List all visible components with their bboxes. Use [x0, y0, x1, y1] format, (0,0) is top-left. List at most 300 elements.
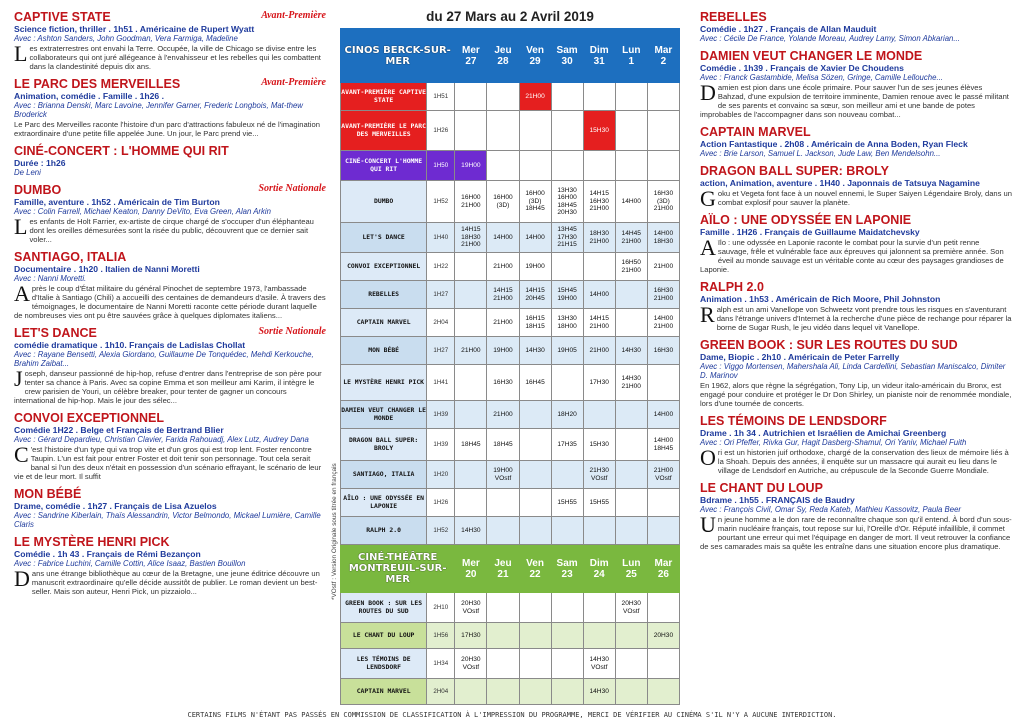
- film-title: LET'S DANCE: [14, 326, 97, 340]
- showtime-cell: [551, 111, 583, 151]
- film-entry: [700, 10, 1012, 43]
- drop-cap: D: [700, 80, 716, 105]
- schedule-duration: 1H26: [427, 111, 455, 151]
- cinema-header-row: [341, 29, 680, 83]
- day-number: 27: [465, 55, 477, 67]
- schedule-film-name: GREEN BOOK : SUR LES ROUTES DU SUD: [341, 593, 427, 623]
- showtime-cell: [583, 593, 615, 623]
- release-badge: Sortie Nationale: [258, 183, 326, 194]
- day-name: Mer: [461, 44, 480, 56]
- showtime-cell: 16H30: [487, 365, 519, 401]
- schedule-film-name: CAPTAIN MARVEL: [341, 679, 427, 705]
- film-entry: [14, 535, 326, 596]
- showtime-cell: [519, 461, 551, 489]
- showtime-cell: [647, 649, 679, 679]
- schedule-table: [340, 28, 680, 705]
- showtime-cell: [487, 83, 519, 111]
- showtime-cell: [519, 679, 551, 705]
- film-entry: [700, 338, 1012, 408]
- film-synopsis: [14, 214, 326, 244]
- film-synopsis: [700, 445, 1012, 475]
- showtime-cell: 15H30: [583, 429, 615, 461]
- showtime-cell: [647, 151, 679, 181]
- day-header: [487, 545, 519, 593]
- day-name: Lun: [622, 44, 641, 56]
- film-synopsis: [14, 281, 326, 320]
- release-badge: Avant-Première: [261, 10, 326, 21]
- showtime-cell: 19H00: [519, 253, 551, 281]
- film-cast: De Leni: [14, 168, 41, 177]
- schedule-row: [341, 111, 680, 151]
- schedule-row: [341, 281, 680, 309]
- drop-cap: R: [700, 302, 715, 327]
- schedule-film-name: RALPH 2.0: [341, 517, 427, 545]
- day-name: Jeu: [494, 44, 512, 56]
- drop-cap: L: [14, 214, 28, 239]
- showtime-cell: 14H15 18H30 21H00: [455, 223, 487, 253]
- film-meta: Drame . 1h 34 . Autrichien et Israélien de Amichai Greenberg: [700, 428, 947, 438]
- day-number: 1: [628, 55, 635, 67]
- showtime-cell: [615, 489, 647, 517]
- showtime-cell: [455, 461, 487, 489]
- film-entry: [700, 125, 1012, 158]
- showtime-cell: [615, 309, 647, 337]
- drop-cap: U: [700, 512, 716, 537]
- showtime-cell: 21H00 VOstf: [647, 461, 679, 489]
- day-header: [551, 29, 583, 83]
- day-header: [647, 545, 679, 593]
- film-meta: Animation . 1h53 . Américain de Rich Moore, Phil Johnston: [700, 294, 941, 304]
- film-cast: Avec : Cécile De France, Yolande Moreau, Audrey Lamy, Simon Abkarian...: [700, 34, 960, 43]
- day-name: Ven: [526, 44, 544, 56]
- schedule-duration: 1H39: [427, 429, 455, 461]
- schedule-film-name: LE CHANT DU LOUP: [341, 623, 427, 649]
- film-synopsis: [700, 186, 1012, 211]
- footer-notice: CERTAINS FILMS N'ÉTANT PAS PASSÉS EN COMMISSION DE CLASSIFICATION À L'IMPRESSION DU PROGRAMME, MERCI DE VÉRIFIER AU CINÉMA S'IL N'Y A AUCUNE INTERDICTION.: [187, 711, 837, 719]
- showtime-cell: [647, 517, 679, 545]
- schedule-duration: 1H34: [427, 649, 455, 679]
- day-header: [455, 545, 487, 593]
- showtime-cell: 13H30 16H00 18H45 20H30: [551, 181, 583, 223]
- cinema-name: CINÉ-THÉÂTRE MONTREUIL-SUR-MER: [341, 545, 455, 593]
- schedule-film-name: LE MYSTÈRE HENRI PICK: [341, 365, 427, 401]
- film-synopsis: [14, 366, 326, 405]
- schedule-row: [341, 593, 680, 623]
- synopsis-text: ri est un historien juif orthodoxe, chargé de la conservation des lieux de mémoire liés à la Shoah. Depuis des années, il enquête sur un massacre qui aurait eu lieu dans le village de Lendsdorf en Autriche, au crépuscule de la Seconde Guerre Mondiale.: [717, 448, 1009, 475]
- film-title: DAMIEN VEUT CHANGER LE MONDE: [700, 49, 923, 63]
- showtime-cell: 16H00 (3D): [487, 181, 519, 223]
- film-meta: action, Animation, aventure . 1H40 . Japonnais de Tatsuya Nagamine: [700, 178, 980, 188]
- showtime-cell: 18H45: [487, 429, 519, 461]
- showtime-cell: 14H00 18H45: [647, 429, 679, 461]
- showtime-cell: [455, 401, 487, 429]
- showtime-cell: 18H30 21H00: [583, 223, 615, 253]
- synopsis-text: amien est pion dans une école primaire. Pour sauver l'un de ses jeunes élèves Bahzad, d'une expulsion de territoire imminente, Damien renoue avec le passé militant de ses parents et convainc sa sœur, son meilleur ami et une bande de potes improbables de l'accompagner dans son nouveau combat...: [700, 83, 1009, 119]
- film-entry: [700, 213, 1012, 274]
- schedule-duration: 1H22: [427, 253, 455, 281]
- showtime-cell: 21H30 VOstf: [583, 461, 615, 489]
- showtime-cell: 20H30: [647, 623, 679, 649]
- showtime-cell: [551, 649, 583, 679]
- showtime-cell: 14H15 16H30 21H00: [583, 181, 615, 223]
- drop-cap: C: [14, 442, 29, 467]
- day-name: Mar: [654, 44, 673, 56]
- schedule-duration: 1H26: [427, 489, 455, 517]
- film-title: CONVOI EXCEPTIONNEL: [14, 411, 165, 425]
- schedule-row: [341, 83, 680, 111]
- film-synopsis: [14, 566, 326, 596]
- film-entry: [14, 144, 326, 177]
- schedule-duration: 1H27: [427, 281, 455, 309]
- film-title: LES TÉMOINS DE LENDSDORF: [700, 414, 887, 428]
- film-cast: Avec : Nanni Moretti.: [14, 274, 87, 283]
- film-synopsis: [700, 235, 1012, 274]
- showtime-cell: [647, 593, 679, 623]
- schedule-row: [341, 461, 680, 489]
- showtime-cell: 20H30 VOstf: [455, 649, 487, 679]
- showtime-cell: 16H30 (3D) 21H00: [647, 181, 679, 223]
- showtime-cell: [583, 83, 615, 111]
- film-synopsis: [700, 381, 1012, 408]
- film-cast: Avec : Brie Larson, Samuel L. Jackson, Jude Law, Ben Mendelsohn...: [700, 149, 941, 158]
- showtime-cell: 18H45: [455, 429, 487, 461]
- showtime-cell: [647, 83, 679, 111]
- showtime-cell: 14H45 21H00: [615, 223, 647, 253]
- film-title: AÏLO : UNE ODYSSÉE EN LAPONIE: [700, 213, 912, 227]
- showtime-cell: [487, 151, 519, 181]
- showtime-cell: [615, 281, 647, 309]
- showtime-cell: [615, 151, 647, 181]
- showtime-cell: 16H50 21H00: [615, 253, 647, 281]
- schedule-row: [341, 429, 680, 461]
- showtime-cell: 14H15 20H45: [519, 281, 551, 309]
- schedule-duration: 1H20: [427, 461, 455, 489]
- day-number: 26: [657, 568, 669, 580]
- drop-cap: J: [14, 366, 23, 391]
- film-entry: [14, 326, 326, 405]
- schedule-duration: 2H10: [427, 593, 455, 623]
- day-header: [519, 545, 551, 593]
- film-cast: Avec : Colin Farrell, Michael Keaton, Danny DeVito, Eva Green, Alan Arkin: [14, 207, 271, 216]
- day-number: 31: [593, 55, 605, 67]
- day-header: [455, 29, 487, 83]
- day-name: Dim: [589, 44, 609, 56]
- synopsis-text: ïlo : une odyssée en Laponie raconte le combat pour la survie d'un petit renne sauvage, frêle et vulnérable face aux épreuves qui jalonnent sa première année. Son éveil au monde sauvage est un véritable conte au cœur des paysages grandioses de Laponie.: [700, 238, 1004, 274]
- drop-cap: A: [700, 235, 716, 260]
- film-cast: Avec : Gérard Depardieu, Christian Clavier, Farida Rahouadj, Alex Lutz, Audrey Dana: [14, 435, 309, 444]
- film-title: SANTIAGO, ITALIA: [14, 250, 127, 264]
- showtime-cell: [551, 461, 583, 489]
- schedule-film-name: REBELLES: [341, 281, 427, 309]
- film-entry: [700, 49, 1012, 119]
- showtime-cell: 14H30 VOstf: [583, 649, 615, 679]
- film-synopsis: [14, 442, 326, 481]
- showtime-cell: [487, 649, 519, 679]
- day-name: Mar: [654, 557, 673, 569]
- showtime-cell: 14H00: [583, 281, 615, 309]
- showtime-cell: 21H00: [487, 253, 519, 281]
- film-meta: Science fiction, thriller . 1h51 . Américaine de Rupert Wyatt: [14, 24, 255, 34]
- showtime-cell: 14H30: [615, 337, 647, 365]
- film-meta: Bdrame . 1h55 . FRANÇAIS de Baudry: [700, 495, 855, 505]
- showtime-cell: 14H30: [455, 517, 487, 545]
- showtime-cell: 19H00 VOstf: [487, 461, 519, 489]
- showtime-cell: [551, 83, 583, 111]
- showtime-cell: [519, 489, 551, 517]
- film-title: LE MYSTÈRE HENRI PICK: [14, 535, 170, 549]
- showtime-cell: [455, 253, 487, 281]
- schedule-duration: 1H51: [427, 83, 455, 111]
- schedule-row: [341, 223, 680, 253]
- day-name: Sam: [556, 44, 578, 56]
- film-entry: [700, 414, 1012, 475]
- day-name: Lun: [622, 557, 641, 569]
- showtime-cell: 20H30 VOstf: [615, 593, 647, 623]
- schedule-row: [341, 337, 680, 365]
- showtime-cell: 13H45 17H30 21H15: [551, 223, 583, 253]
- showtime-cell: 15H55: [551, 489, 583, 517]
- release-badge: Avant-Première: [261, 77, 326, 88]
- schedule-duration: 1H41: [427, 365, 455, 401]
- showtime-cell: 14H00: [647, 401, 679, 429]
- showtime-cell: 16H30: [647, 337, 679, 365]
- showtime-cell: [519, 623, 551, 649]
- day-number: 25: [625, 568, 637, 580]
- showtime-cell: [455, 365, 487, 401]
- showtime-cell: 14H15 21H00: [583, 309, 615, 337]
- showtime-cell: 18H20: [551, 401, 583, 429]
- film-meta: Dame, Biopic . 2h10 . Américain de Peter Farrelly: [700, 352, 900, 362]
- showtime-cell: [455, 111, 487, 151]
- schedule-film-name: LES TÉMOINS DE LENDSDORF: [341, 649, 427, 679]
- showtime-cell: 14H00: [487, 223, 519, 253]
- schedule-duration: 1H39: [427, 401, 455, 429]
- showtime-cell: 19H05: [551, 337, 583, 365]
- schedule-row: [341, 623, 680, 649]
- film-synopsis: [700, 512, 1012, 551]
- showtime-cell: 17H35: [551, 429, 583, 461]
- schedule-row: [341, 489, 680, 517]
- day-number: 21: [497, 568, 509, 580]
- schedule-duration: 1H52: [427, 517, 455, 545]
- showtime-cell: [615, 679, 647, 705]
- film-meta: comédie dramatique . 1h10. Français de Ladislas Chollat: [14, 340, 246, 350]
- film-title: LE PARC DES MERVEILLES: [14, 77, 181, 91]
- showtime-cell: [615, 461, 647, 489]
- synopsis-text: Le Parc des Merveilles raconte l'histoire d'un parc d'attractions fabuleux né de l'imagination extraordinaire d'une petite fille appelée June. Un jour, le Parc prend vie...: [14, 120, 320, 138]
- day-header: [647, 29, 679, 83]
- schedule-row: [341, 649, 680, 679]
- day-number: 30: [561, 55, 573, 67]
- film-title: MON BÉBÉ: [14, 487, 82, 501]
- showtime-cell: [455, 83, 487, 111]
- showtime-cell: [519, 151, 551, 181]
- schedule-panel: [340, 6, 680, 705]
- showtime-cell: 21H00: [487, 309, 519, 337]
- showtime-cell: [647, 679, 679, 705]
- showtime-cell: [487, 623, 519, 649]
- showtime-cell: [551, 151, 583, 181]
- day-header: [583, 545, 615, 593]
- film-title: CINÉ-CONCERT : L'HOMME QUI RIT: [14, 144, 229, 158]
- film-title: DUMBO: [14, 183, 62, 197]
- film-entry: [14, 250, 326, 320]
- schedule-row: [341, 517, 680, 545]
- synopsis-text: En 1962, alors que règne la ségrégation, Tony Lip, un videur italo-américain du Bronx, est engagé pour conduire et protéger le Dr Don Shirley, un pianiste noir de renommée mondiale, lors d'une tournée de concerts.: [700, 381, 1012, 408]
- showtime-cell: [615, 429, 647, 461]
- film-synopsis: [700, 302, 1012, 332]
- film-entry: [14, 10, 326, 71]
- showtime-cell: [551, 517, 583, 545]
- film-title: REBELLES: [700, 10, 767, 24]
- showtime-cell: 17H30: [583, 365, 615, 401]
- showtime-cell: 16H00 (3D) 18H45: [519, 181, 551, 223]
- showtime-cell: [615, 83, 647, 111]
- showtime-cell: 19H00: [487, 337, 519, 365]
- showtime-cell: [583, 151, 615, 181]
- showtime-cell: 14H30 21H00: [615, 365, 647, 401]
- film-cast: Avec : Rayane Bensetti, Alexia Giordano, Guillaume De Tonquédec, Mehdi Kerkouche, Brahim Zaibat...: [14, 350, 314, 368]
- day-number: 2: [660, 55, 667, 67]
- film-entry: [14, 411, 326, 481]
- schedule-duration: 2H04: [427, 309, 455, 337]
- showtime-cell: [583, 517, 615, 545]
- film-entry: [14, 77, 326, 138]
- film-meta: Action Fantastique . 2h08 . Américain de Anna Boden, Ryan Fleck: [700, 139, 968, 149]
- showtime-cell: 20H30 VOstf: [455, 593, 487, 623]
- day-header: [615, 545, 647, 593]
- film-meta: Comédie . 1h 43 . Français de Rémi Bezançon: [14, 549, 201, 559]
- day-number: 23: [561, 568, 573, 580]
- showtime-cell: 14H30: [583, 679, 615, 705]
- cinema-name: CINOS BERCK-SUR-MER: [341, 29, 455, 83]
- showtime-cell: [455, 679, 487, 705]
- showtime-cell: 14H00: [519, 223, 551, 253]
- drop-cap: G: [700, 186, 716, 211]
- schedule-row: [341, 309, 680, 337]
- showtime-cell: 15H30: [583, 111, 615, 151]
- film-cast: Avec : Fabrice Luchini, Camille Cottin, Alice Isaaz, Bastien Bouillon: [14, 559, 246, 568]
- film-meta: Comédie 1H22 . Belge et Français de Bertrand Blier: [14, 425, 224, 435]
- schedule-row: [341, 253, 680, 281]
- schedule-film-name: CINÉ-CONCERT L'HOMME QUI RIT: [341, 151, 427, 181]
- schedule-duration: 1H27: [427, 337, 455, 365]
- day-number: 29: [529, 55, 541, 67]
- film-title: CAPTAIN MARVEL: [700, 125, 811, 139]
- film-title: LE CHANT DU LOUP: [700, 481, 823, 495]
- showtime-cell: [487, 517, 519, 545]
- showtime-cell: [519, 401, 551, 429]
- schedule-film-name: AVANT-PREMIÈRE LE PARC DES MERVEILLES: [341, 111, 427, 151]
- schedule-film-name: AÏLO : UNE ODYSSÉE EN LAPONIE: [341, 489, 427, 517]
- showtime-cell: 16H45: [519, 365, 551, 401]
- showtime-cell: [551, 253, 583, 281]
- showtime-cell: 13H30 18H00: [551, 309, 583, 337]
- showtime-cell: 16H30 21H00: [647, 281, 679, 309]
- schedule-duration: 1H40: [427, 223, 455, 253]
- showtime-cell: 16H00 21H00: [455, 181, 487, 223]
- showtime-cell: [455, 281, 487, 309]
- day-number: 22: [529, 568, 541, 580]
- showtime-cell: 14H30: [519, 337, 551, 365]
- schedule-row: [341, 151, 680, 181]
- schedule-film-name: SANTIAGO, ITALIA: [341, 461, 427, 489]
- showtime-cell: [519, 649, 551, 679]
- schedule-duration: 1H52: [427, 181, 455, 223]
- schedule-row: [341, 401, 680, 429]
- day-number: 24: [593, 568, 605, 580]
- synopsis-text: près le coup d'État militaire du général Pinochet de septembre 1973, l'ambassade d'Italie à Santiago (Chili) a accueilli des centaines de demandeurs d'asile. À travers des témoignages, le documentaire de Nanni Moretti raconte cette période durant laquelle de nombreuses vies ont pu être sauvées grâce à quelques diplomates italiens...: [14, 284, 326, 320]
- film-entry: [14, 487, 326, 529]
- showtime-cell: 21H00: [487, 401, 519, 429]
- showtime-cell: [615, 517, 647, 545]
- date-range-title: du 27 Mars au 2 Avril 2019: [426, 9, 594, 24]
- day-name: Sam: [556, 557, 578, 569]
- film-synopsis: [14, 41, 326, 71]
- showtime-cell: [551, 365, 583, 401]
- synopsis-text: ans une étrange bibliothèque au cœur de la Bretagne, une jeune éditrice découvre un manuscrit extraordinaire qu'elle décide aussitôt de publier. Le roman devient un best-seller. Mais son auteur, Henri Pick, un pizzaiolo...: [31, 569, 320, 596]
- film-meta: Animation, comédie . Famille . 1h26 .: [14, 91, 164, 101]
- showtime-cell: [551, 593, 583, 623]
- film-meta: Comédie . 1h27 . Français de Allan Mauduit: [700, 24, 877, 34]
- synopsis-text: n jeune homme a le don rare de reconnaître chaque son qu'il entend. À bord d'un sous-marin nucléaire français, tout repose sur lui, l'Oreille d'Or. Réputé infaillible, il commet pourtant une erreur qui met l'équipage en danger de mort. Il veut retrouver la confiance de ses camarades mais sa quête les entraîne dans une situation encore plus dramatique.: [700, 515, 1012, 551]
- schedule-duration: 2H04: [427, 679, 455, 705]
- showtime-cell: 14H00: [615, 181, 647, 223]
- schedule-row: [341, 679, 680, 705]
- day-name: Dim: [589, 557, 609, 569]
- film-entry: [700, 164, 1012, 211]
- day-number: 28: [497, 55, 509, 67]
- showtime-cell: [583, 623, 615, 649]
- schedule-film-name: LET'S DANCE: [341, 223, 427, 253]
- showtime-cell: [615, 623, 647, 649]
- film-title: CAPTIVE STATE: [14, 10, 111, 24]
- schedule-film-name: DUMBO: [341, 181, 427, 223]
- film-cast: Avec : Ori Pfeffer, Rivka Gur, Hagit Dasberg-Shamul, Ori Yaniv, Michael Fuith: [700, 438, 967, 447]
- schedule-film-name: AVANT-PREMIÈRE CAPTIVE STATE: [341, 83, 427, 111]
- drop-cap: O: [700, 445, 716, 470]
- schedule-film-name: DAMIEN VEUT CHANGER LE MONDE: [341, 401, 427, 429]
- showtime-cell: [455, 309, 487, 337]
- film-cast: Avec : François Civil, Omar Sy, Reda Kateb, Mathieu Kassovitz, Paula Beer: [700, 505, 962, 514]
- film-title: GREEN BOOK : SUR LES ROUTES DU SUD: [700, 338, 958, 352]
- schedule-duration: 1H56: [427, 623, 455, 649]
- right-column: [700, 10, 1012, 557]
- vostf-note: *VOstf : Version Originale sous titrée en français: [331, 463, 338, 600]
- synopsis-text: alph est un ami Vanellope von Schweetz vont prendre tous les risques en s'aventurant dans l'étrange univers d'Internet à la recherche d'une pièce de rechange pour réparer la borne de Sugar Rush, le jeu vidéo dans lequel vit Vanellope.: [716, 305, 1012, 332]
- showtime-cell: [487, 593, 519, 623]
- showtime-cell: 15H55: [583, 489, 615, 517]
- film-title: RALPH 2.0: [700, 280, 764, 294]
- schedule-film-name: CAPTAIN MARVEL: [341, 309, 427, 337]
- schedule-row: [341, 365, 680, 401]
- showtime-cell: 21H00: [455, 337, 487, 365]
- day-number: 20: [465, 568, 477, 580]
- film-entry: [700, 280, 1012, 332]
- film-cast: Avec : Ashton Sanders, John Goodman, Vera Farmiga, Madeline: [14, 34, 238, 43]
- drop-cap: L: [14, 41, 28, 66]
- synopsis-text: oku et Vegeta font face à un nouvel ennemi, le Super Saiyen Légendaire Broly, dans un combat explosif pour sauver la planète.: [717, 189, 1012, 207]
- film-entry: [14, 183, 326, 244]
- film-synopsis: [14, 120, 326, 138]
- film-meta: Famille . 1H26 . Français de Guillaume Maidatchevsky: [700, 227, 920, 237]
- film-synopsis: [700, 80, 1012, 119]
- schedule-duration: 1H50: [427, 151, 455, 181]
- showtime-cell: 14H00 18H30: [647, 223, 679, 253]
- synopsis-text: 'est l'histoire d'un type qui va trop vite et d'un gros qui est trop lent. Foster rencontre Taupin. L'un est fait pour entrer Foster et doit tenir son personnage. Tout cela serait banal si l'un des deux n'était en possession d'un scénario effrayant, le scénario de leur vie et de leur mort. Il suffit: [14, 445, 322, 481]
- showtime-cell: [647, 111, 679, 151]
- showtime-cell: [519, 111, 551, 151]
